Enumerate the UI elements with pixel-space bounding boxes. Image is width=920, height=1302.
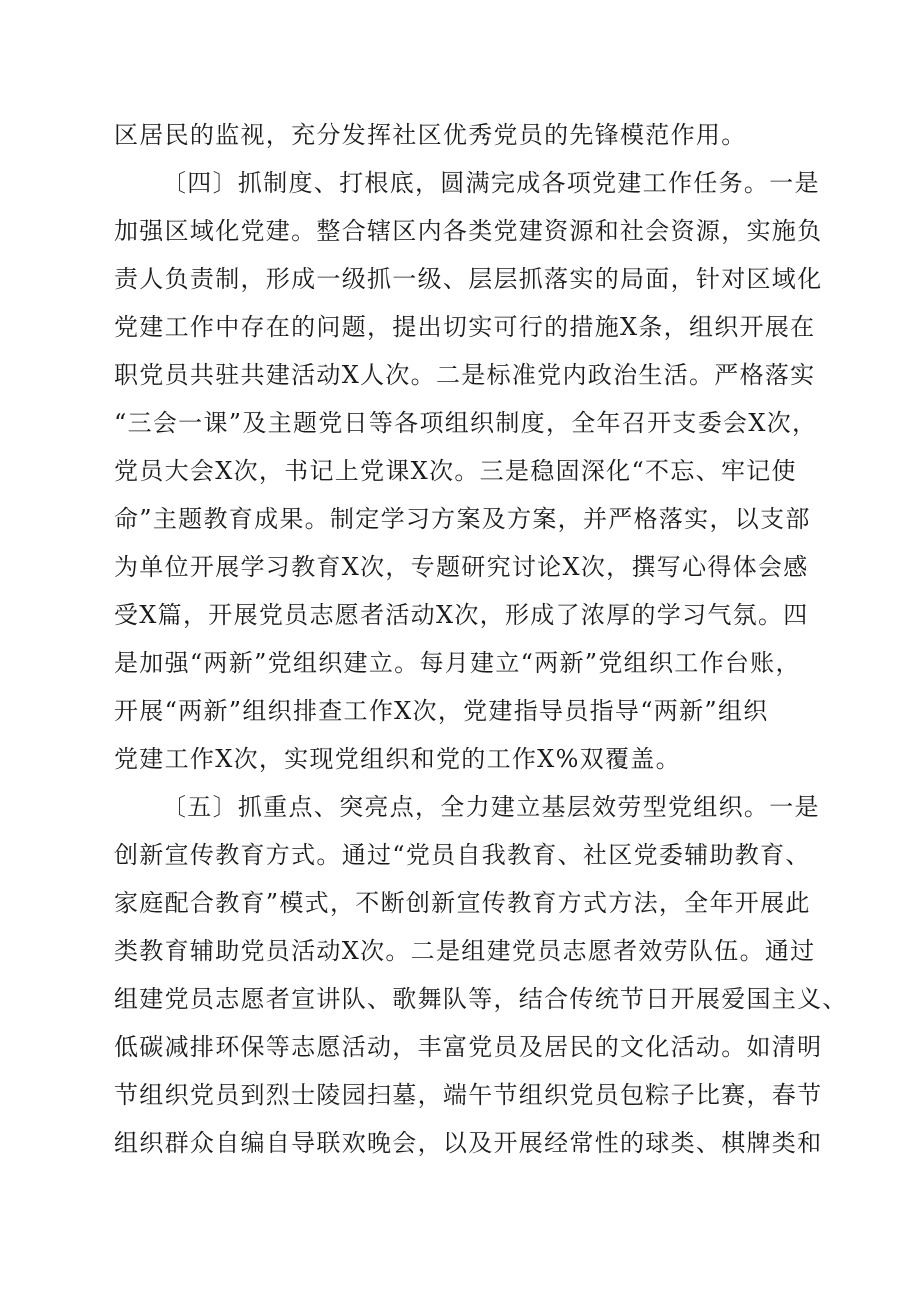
text-line: 加强区域化党建。整合辖区内各类党建资源和社会资源，实施负 <box>114 217 823 245</box>
text-line: 〔四〕抓制度、打根底，圆满完成各项党建工作任务。一是 <box>162 169 820 197</box>
text-line: 命”主题教育成果。制定学习方案及方案，并严格落实，以支部 <box>114 505 811 533</box>
text-line: 家庭配合教育”模式，不断创新宣传教育方式方法，全年开展此 <box>114 889 811 917</box>
text-line: 组建党员志愿者宣讲队、歌舞队等，结合传统节日开展爱国主义、 <box>114 985 848 1013</box>
text-line: 组织群众自编自导联欢晚会，以及开展经常性的球类、棋牌类和 <box>114 1129 823 1157</box>
text-line: 节组织党员到烈士陵园扫墓，端午节组织党员包粽子比赛，春节 <box>114 1081 823 1109</box>
text-line: 开展“两新”组织排查工作X次，党建指导员指导“两新”组织 <box>114 697 769 725</box>
text-line: 〔五〕抓重点、突亮点，全力建立基层效劳型党组织。一是 <box>162 793 820 821</box>
text-line: 类教育辅助党员活动X次。二是组建党员志愿者效劳队伍。通过 <box>114 937 816 965</box>
text-line: 责人负责制，形成一级抓一级、层层抓落实的局面，针对区域化 <box>114 265 823 293</box>
text-line: 受X篇，开展党员志愿者活动X次，形成了浓厚的学习气氛。四 <box>114 601 809 629</box>
text-line: 是加强“两新”党组织建立。每月建立“两新”党组织工作台账， <box>114 649 801 677</box>
text-line: 区居民的监视，充分发挥社区优秀党员的先锋模范作用。 <box>114 121 747 149</box>
text-line: 党建工作X次，实现党组织和党的工作X%双覆盖。 <box>114 745 681 773</box>
text-line: 党员大会X次，书记上党课X次。三是稳固深化“不忘、牢记使 <box>114 457 797 485</box>
text-line: “三会一课”及主题党日等各项组织制度，全年召开支委会X次， <box>114 409 818 437</box>
text-line: 创新宣传教育方式。通过“党员自我教育、社区党委辅助教育、 <box>114 841 811 869</box>
text-line: 低碳减排环保等志愿活动，丰富党员及居民的文化活动。如清明 <box>114 1033 823 1061</box>
text-line: 为单位开展学习教育X次，专题研究讨论X次，撰写心得体会感 <box>114 553 809 581</box>
text-line: 党建工作中存在的问题，提出切实可行的措施X条，组织开展在 <box>114 313 816 341</box>
text-line: 职党员共驻共建活动X人次。二是标准党内政治生活。严格落实 <box>114 361 816 389</box>
